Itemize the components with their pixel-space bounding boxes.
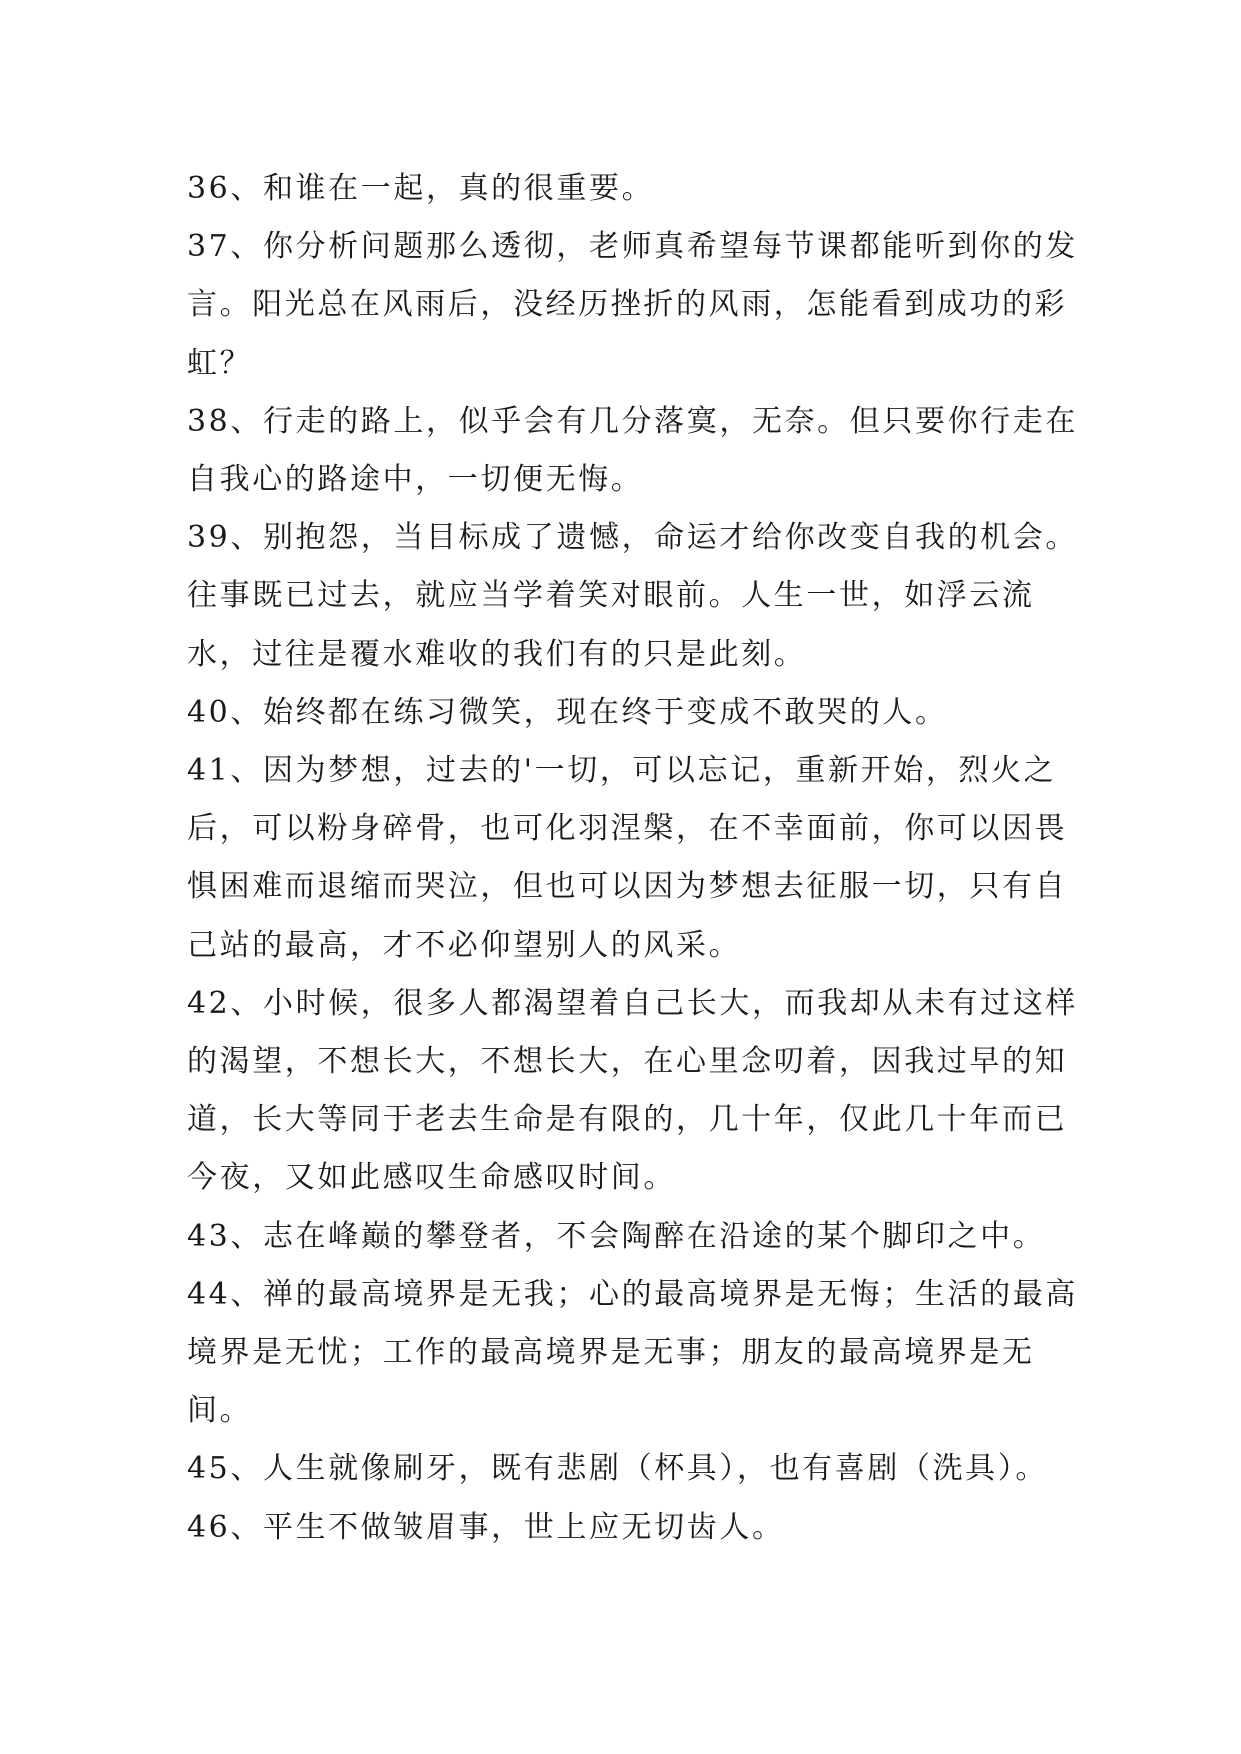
- paragraph-43: 43、志在峰巅的攀登者，不会陶醉在沿途的某个脚印之中。: [187, 1218, 1046, 1254]
- paragraph-38: 38、行走的路上，似乎会有几分落寞，无奈。但只要你行走在自我心的路途中，一切便无悔。: [187, 403, 1078, 498]
- paragraph-41: 41、因为梦想，过去的'一切，可以忘记，重新开始，烈火之后，可以粉身碎骨，也可化羽涅槃，在不幸面前，你可以因畏惧困难而退缩而哭泣，但也可以因为梦想去征服一切，只有自己站的最高，才不必仰望别人的风采。: [187, 753, 1068, 963]
- paragraph-40: 40、始终都在练习微笑，现在终于变成不敢哭的人。: [187, 694, 948, 730]
- paragraph-46: 46、平生不做皱眉事，世上应无切齿人。: [187, 1509, 785, 1545]
- paragraph-36: 36、和谁在一起，真的很重要。: [187, 171, 655, 206]
- paragraph-37: 37、你分析问题那么透彻，老师真希望每节课都能听到你的发言。阳光总在风雨后，没经历挫折的风雨，怎能看到成功的彩虹？: [187, 229, 1078, 381]
- paragraph-42: 42、小时候，很多人都渴望着自己长大，而我却从未有过这样的渴望，不想长大，不想长大，在心里念叨着，因我过早的知道，长大等同于老去生命是有限的，几十年，仅此几十年而已今夜，又如此感叹生命感叹时间。: [187, 985, 1078, 1196]
- paragraph-39: 39、别抱怨，当目标成了遗憾，命运才给你改变自我的机会。往事既已过去，就应当学着笑对眼前。人生一世，如浮云流水，过往是覆水难收的我们有的只是此刻。: [187, 520, 1078, 672]
- document-body: [187, 160, 1087, 1557]
- paragraph-44: 44、禅的最高境界是无我；心的最高境界是无悔；生活的最高境界是无忧；工作的最高境界是无事；朋友的最高境界是无间。: [187, 1276, 1078, 1429]
- paragraph-45: 45、人生就像刷牙，既有悲剧（杯具），也有喜剧（洗具）。: [187, 1451, 1048, 1487]
